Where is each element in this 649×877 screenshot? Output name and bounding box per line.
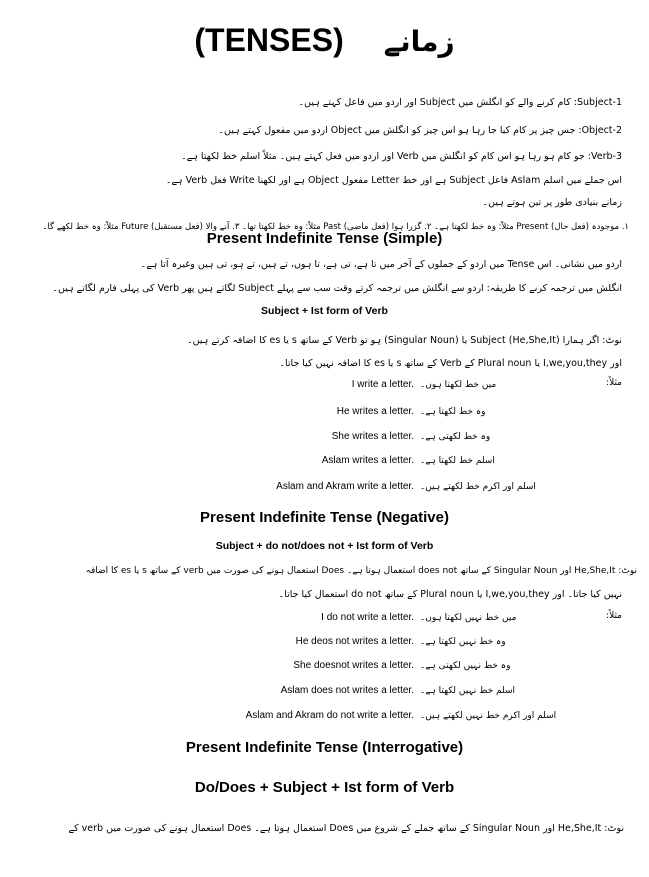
- intro-line: زمانے بنیادی طور پر تین ہوتے ہیں۔: [482, 197, 622, 208]
- interrogative-note: نوٹ: He,She,It اور Singular Noun کے ساتھ جملے کے شروع میں Does استعمال ہوتا ہے۔ Does استعمال ہونے کی صورت میں verb کے: [68, 823, 624, 834]
- example-row: Aslam and Akram do not write a letter. اسلم اور اکرم خط نہیں لکھتے ہیں۔: [245, 710, 557, 721]
- intro-line: Subject-1: کام کرنے والے کو انگلش میں Subject اور اردو میں فاعل کہتے ہیں۔: [298, 97, 622, 108]
- simple-note: نوٹ: اگر ہمارا Subject (He,She,It) یا (Singular Noun) ہو تو Verb کے ساتھ s یا es کا اضافہ کرتے ہیں۔: [187, 335, 622, 346]
- simple-line: انگلش میں ترجمہ کرنے کا طریقہ: اردو سے انگلش میں ترجمہ کرتے وقت سب سے پہلے Subject لگاتے ہیں پھر Verb کی پہلی فارم لگاتے ہیں۔: [52, 283, 622, 294]
- example-label: مثلاً:: [606, 611, 622, 621]
- page-title: [0, 22, 649, 59]
- intro-line: Verb-3: جو کام ہو رہا ہو اس کام کو انگلش میں Verb اور اردو میں فعل کہتے ہیں۔ مثلاً اسلم خط لکھتا ہے۔: [181, 151, 622, 162]
- intro-line: ۱. موجودہ (فعل حال) Present مثلاً: وہ خط لکھتا ہے۔ ۲. گزرا ہوا (فعل ماضی) Past مثلاً: وہ خط لکھتا تھا۔ ۳. آنے والا (فعل مستقبل) Future مثلاً: وہ خط لکھے گا۔: [42, 222, 629, 232]
- section-heading-negative: Present Indefinite Tense (Negative): [200, 509, 449, 526]
- section-heading-simple: Present Indefinite Tense (Simple): [206, 230, 443, 247]
- simple-note: اور I,we,you,they یا Plural noun کے Verb کے ساتھ s یا es کا اضافہ نہیں کیا جاتا۔: [279, 358, 622, 369]
- example-row: Aslam does not writes a letter. اسلم خط نہیں لکھتا ہے۔: [280, 685, 516, 696]
- example-row: She doesnot writes a letter. وہ خط نہیں لکھتی ہے۔: [293, 660, 511, 671]
- example-row: Aslam writes a letter. اسلم خط لکھتا ہے۔: [321, 455, 495, 466]
- example-label: مثلاً:: [606, 378, 622, 388]
- negative-note: نوٹ: He,She,It اور Singular Noun کے ساتھ does not استعمال ہوتا ہے۔ Does استعمال ہونے کی صورت میں verb کے ساتھ s یا es کا اضافہ: [85, 566, 637, 576]
- example-row: Aslam and Akram write a letter. اسلم اور اکرم خط لکھتے ہیں۔: [276, 481, 536, 492]
- intro-line: اس جملے میں اسلم Aslam فاعل Subject ہے اور خط Letter مفعول Object ہے اور لکھنا Write فعل Verb ہے۔: [165, 175, 622, 186]
- example-row: He deos not writes a letter. وہ خط نہیں لکھتا ہے۔: [295, 636, 506, 647]
- negative-note: نہیں کیا جاتا۔ اور I,we,you,they یا Plural noun کے ساتھ do not استعمال کیا جاتا۔: [278, 589, 622, 600]
- example-row: I do not write a letter. میں خط نہیں لکھتا ہوں۔: [321, 612, 517, 623]
- section-heading-interrogative: Present Indefinite Tense (Interrogative): [185, 739, 464, 756]
- title-english: (TENSES): [194, 22, 344, 58]
- interrogative-formula: Do/Does + Subject + Ist form of Verb: [194, 779, 455, 796]
- example-row: She writes a letter. وہ خط لکھتی ہے۔: [331, 431, 491, 442]
- example-row: He writes a letter. وہ خط لکھتا ہے۔: [336, 406, 486, 417]
- title-urdu: زمانے: [383, 25, 455, 58]
- negative-formula: Subject + do not/does not + Ist form of Verb: [215, 540, 434, 552]
- intro-line: Object-2: جس چیز پر کام کیا جا رہا ہو اس چیز کو انگلش میں Object اردو میں مفعول کہتے ہیں۔: [218, 125, 622, 136]
- simple-line: اردو میں نشانی۔ اس Tense میں اردو کے جملوں کے آخر میں تا ہے، تی ہے، تا ہوں، تے ہیں، تے ہو، تی ہیں وغیرہ آتا ہے۔: [140, 259, 622, 270]
- simple-formula: Subject + Ist form of Verb: [261, 305, 388, 317]
- example-row: I write a letter. میں خط لکھتا ہوں۔: [351, 379, 497, 390]
